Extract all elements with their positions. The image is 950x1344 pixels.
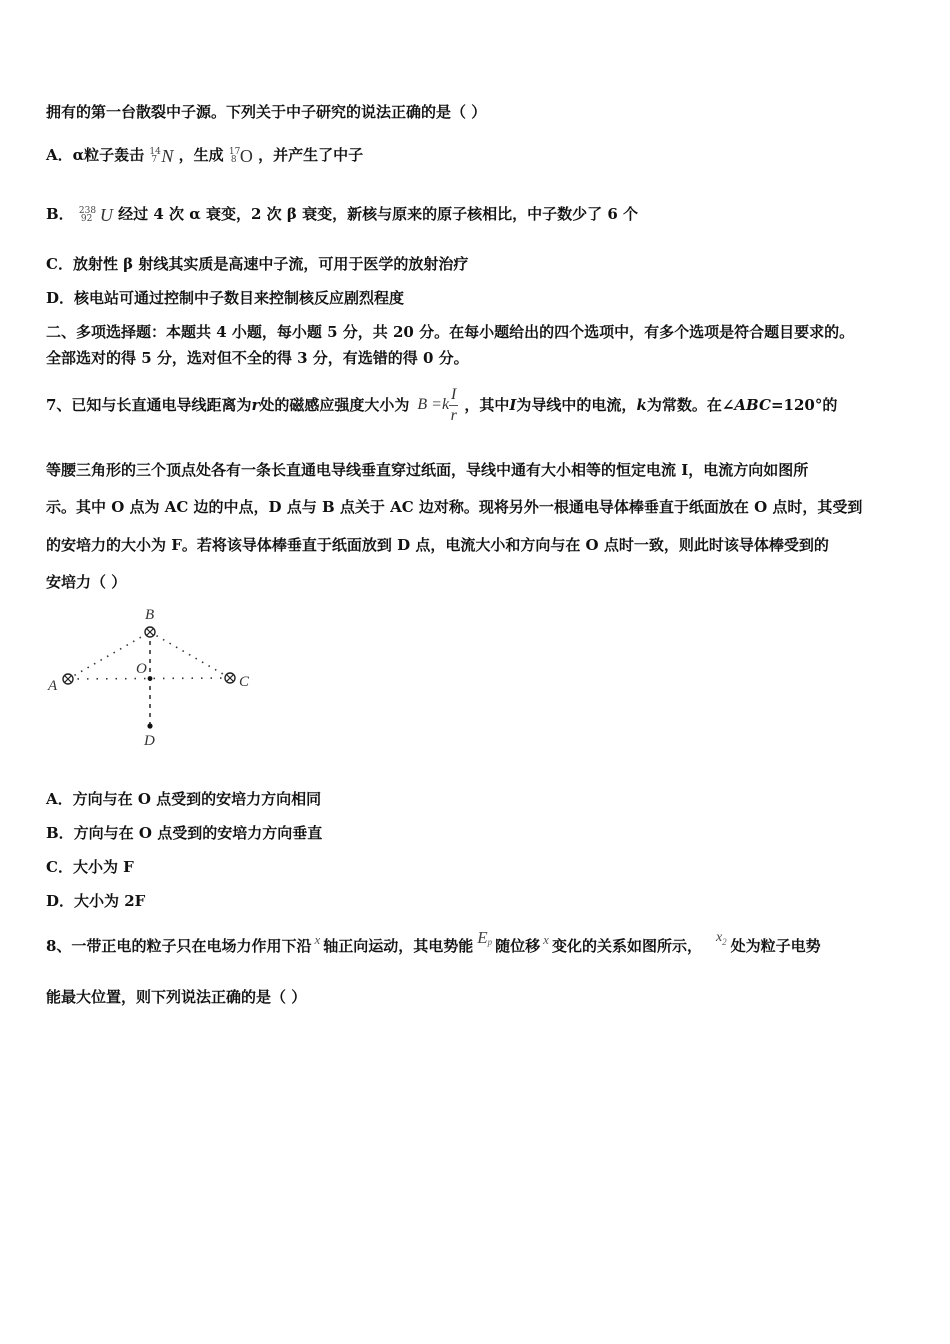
label-b: B: [145, 607, 155, 623]
q6-a-tail: ，并产生了中子: [258, 146, 364, 164]
q6-b-tail: 经过 4 次 α 衰变，2 次 β 衰变，新核与原来的原子核相比，中子数少了 6 个: [118, 205, 638, 223]
q7-option-d: D．大小为 2F: [46, 892, 146, 910]
q7-option-a: A．方向与在 O 点受到的安培力方向相同: [46, 790, 322, 808]
point-o: [148, 676, 153, 681]
nuclide-oxygen: 17 8 O: [228, 146, 253, 166]
q6-stem-tail: 拥有的第一台散裂中子源。下列关于中子研究的说法正确的是（ ）: [46, 103, 487, 121]
point-d: [147, 723, 152, 728]
q7-option-b: B．方向与在 O 点受到的安培力方向垂直: [46, 824, 323, 842]
q6-option-c: C．放射性 β 射线其实质是高速中子流，可用于医学的放射治疗: [46, 255, 469, 273]
formula-b: B =k $\frac{I}{r}$: [417, 385, 457, 424]
label-c: C: [239, 674, 250, 690]
q7-option-c: C．大小为 F: [46, 858, 134, 876]
section2-line2: 全部选对的得 5 分，选对但不全的得 3 分，有选错的得 0 分。: [46, 349, 469, 367]
label-a: A: [48, 678, 58, 694]
q6-b-label: B．: [46, 205, 74, 223]
q7-triangle-figure: [40, 602, 270, 752]
q8-line1: 8、一带正电的粒子只在电场力作用下沿 x 轴正向运动，其电势能 E p 随位移 x 变化的关系如图所示， x 2 处为粒子电势: [46, 928, 821, 955]
nuclide-uranium: 238 92 U: [78, 205, 113, 225]
q6-option-b: [46, 201, 638, 229]
q7-line2: 等腰三角形的三个顶点处各有一条长直通电导线垂直穿过纸面，导线中通有大小相等的恒定电流 I，电流方向如图所: [46, 461, 809, 479]
q6-option-d: D．核电站可通过控制中子数目来控制核反应剧烈程度: [46, 289, 405, 307]
q6-a-label: A．α粒子轰击: [46, 146, 145, 164]
label-d: D: [144, 733, 155, 749]
q6-a-mid: ，生成: [178, 146, 224, 164]
q7-line5: 安培力（ ）: [46, 573, 127, 591]
q8-line2: 能最大位置，则下列说法正确的是（ ）: [46, 988, 307, 1006]
q7-line1: 7、已知与长直通电导线距离为 r 处的磁感应强度大小为 B =k $\frac{I}{r}$ ，其中 I 为导线中的电流， k 为常数。在∠ ABC =120°的: [46, 385, 838, 424]
side-bc: [150, 632, 230, 678]
wire-b-icon: [145, 627, 155, 637]
label-o: O: [136, 661, 147, 677]
nuclide-nitrogen: 14 7 N: [149, 146, 174, 166]
q7-line3: 示。其中 O 点为 AC 边的中点，D 点与 B 点关于 AC 边对称。现将另外一根通电导体棒垂直于纸面放在 O 点时，其受到: [46, 498, 863, 516]
wire-a-icon: [63, 674, 73, 684]
section2-line1: 二、多项选择题：本题共 4 小题，每小题 5 分，共 20 分。在每小题给出的四个选项中，有多个选项是符合题目要求的。: [46, 323, 855, 341]
wire-c-icon: [225, 673, 235, 683]
q6-option-a: [46, 142, 363, 170]
q7-line4: 的安培力的大小为 F。若将该导体棒垂直于纸面放到 D 点，电流大小和方向与在 O 点时一致，则此时该导体棒受到的: [46, 536, 829, 554]
